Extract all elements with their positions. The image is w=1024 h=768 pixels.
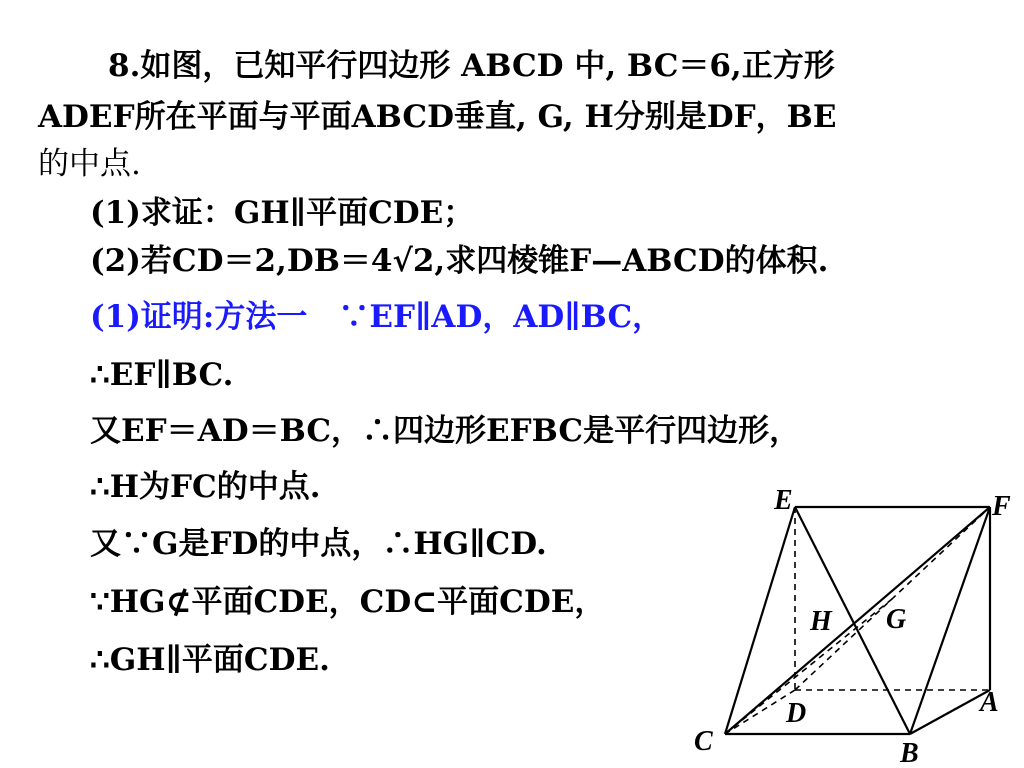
label-a: A (980, 687, 999, 718)
label-h: H (810, 606, 832, 637)
solution-line-2: ∴EF∥BC. (90, 357, 234, 393)
solution-line-4: ∴H为FC的中点. (90, 469, 321, 505)
edge-ce (725, 507, 795, 734)
geometry-figure (690, 482, 1024, 768)
solution-line-7: ∴GH∥平面CDE. (90, 642, 330, 678)
solution-line-5: 又∵G是FD的中点，∴HG∥CD. (90, 526, 547, 562)
problem-part-2: (2)若CD＝2,DB＝4√2,求四棱锥F—ABCD的体积. (90, 243, 829, 279)
problem-part-1: (1)求证：GH∥平面CDE； (90, 195, 475, 231)
problem-line-2: ADEF所在平面与平面ABCD垂直, G, H分别是DF，BE (38, 99, 837, 135)
solution-heading-line: (1)证明:方法一 ∵EF∥AD，AD∥BC， (90, 299, 664, 335)
solution-line-3: 又EF＝AD＝BC，∴四边形EFBC是平行四边形， (90, 413, 801, 449)
label-e: E (774, 485, 793, 516)
label-b: B (900, 738, 919, 768)
label-d: D (786, 698, 807, 729)
problem-line-3: 的中点. (38, 146, 141, 182)
edge-ab (910, 690, 990, 734)
label-g: G (886, 604, 907, 635)
solution-line-6: ∵HG⊄平面CDE，CD⊂平面CDE， (90, 584, 606, 620)
edge-df-dashed (795, 507, 990, 690)
label-f: F (992, 491, 1011, 522)
problem-line-1: 8.如图，已知平行四边形 ABCD 中, BC＝6,正方形 (108, 48, 835, 84)
label-c: C (694, 726, 713, 757)
